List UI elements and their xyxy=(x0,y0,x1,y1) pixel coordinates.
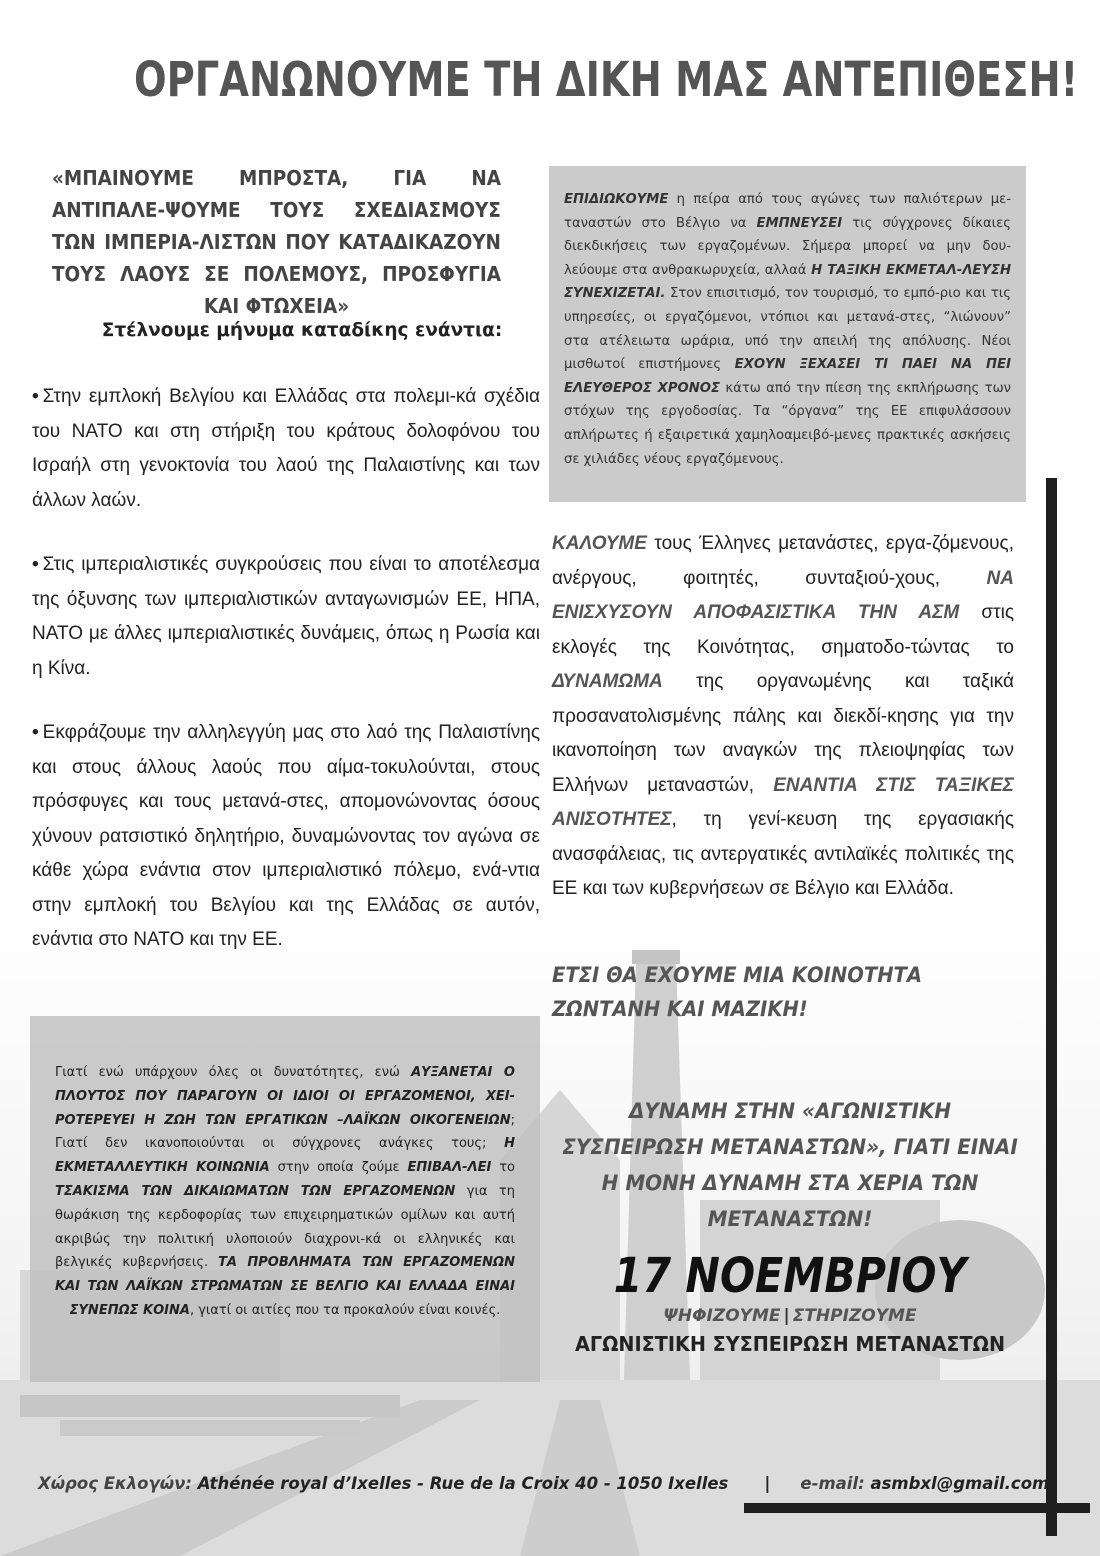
support-word: ΣΤΗΡΙΖΟΥΜΕ xyxy=(792,1306,917,1326)
decorative-vertical-bar xyxy=(1046,478,1057,1536)
bullet-text: Στην εμπλοκή Βελγίου και Ελλάδας στα πολεμι-κά σχέδια του ΝΑΤΟ και στη στήριξη του κράτους δολοφόνου του Ισραήλ στη γενοκτονία του λαού της Παλαιστίνης και των άλλων λαών. xyxy=(32,386,540,511)
bullet-icon: • xyxy=(32,722,39,743)
footer-separator: | xyxy=(764,1474,771,1493)
bullet-icon: • xyxy=(32,386,39,407)
email-label: e-mail: xyxy=(800,1474,865,1493)
venue-address: Athénée royal d’Ixelles - Rue de la Croix 40 - 1050 Ixelles xyxy=(197,1474,729,1493)
message-heading: Στέλνουμε μήνυμα καταδίκης ενάντια: xyxy=(101,320,503,341)
footer xyxy=(38,1474,1048,1500)
vote-line xyxy=(540,1306,1040,1326)
experience-text: ΕΠΙΔΙΩΚΟΥΜΕ η πείρα από τους αγώνες των παλιότερων με-ταναστών στο Βέλγιο να ΕΜΠΝΕΥΣΕΙ τις σύγχρονες δίκαιες διεκδικήσεις των εργαζομένων. Σήμερα μπορεί να μην δου-λεύουμε στα ανθρακωρυχεία, αλλαά Η ΤΑΞΙΚΗ ΕΚΜΕΤΑΛ-ΛΕΥΣΗ ΣΥΝΕΧΙΖΕΤΑΙ. Στον επισιτισμό, τον τουρισμό, το εμπό-ριο και τις υπηρεσίες, οι εργαζόμενοι, ντόπιοι και μετανά-στες, “λιώνουν” στα ατέλειωτα ωράρια, υπό την απειλή της απόλυσης. Νέοι μισθωτοί επιστήμονες ΕΧΟΥΝ ΞΕΧΑΣΕΙ ΤΙ ΠΑΕΙ ΝΑ ΠΕΙ ΕΛΕΥΘΕΡΟΣ ΧΡΟΝΟΣ κάτω από την πίεση της εκπλήρωσης των στόχων της εργοδοσίας. Τα “όργανα” της ΕΕ επιφυλάσσουν απλήρωτες ή εξαιρετικά χαμηλοαμειβό-μενες πρακτικές ασκήσεις σε χιλιάδες νέους εργαζόμενους. xyxy=(564,192,1012,467)
venue-label: Χώρος Εκλογών: xyxy=(38,1474,192,1493)
page-headline: ΟΡΓΑΝΩΝΟΥΜΕ ΤΗ ΔΙΚΗ ΜΑΣ ΑΝΤΕΠΙΘΕΣΗ! xyxy=(134,52,1079,108)
bullet-text: Εκφράζουμε την αλληλεγγύη μας στο λαό της Παλαιστίνης και στους άλλους λαούς που αίμα-τοκυλούνται, στους πρόσφυγες και τους μετανά-στες, απομονώνοντας όσους χύνουν ρατσιστικό δηλητήριο, δυναμώνοντας τον αγώνα σε κάθε χώρα ενάντια στον ιμπεριαλιστικό πόλεμο, ενά-ντια στην εμπλοκή του Βελγίου και της Ελλάδας σε αυτόν, ενάντια στο ΝΑΤΟ και την ΕΕ. xyxy=(32,722,540,950)
opening-quote: «ΜΠΑΙΝΟΥΜΕ ΜΠΡΟΣΤΑ, ΓΙΑ ΝΑ ΑΝΤΙΠΑΛΕ-ΨΟΥΜΕ ΤΟΥΣ ΣΧΕΔΙΑΣΜΟΥΣ ΤΩΝ ΙΜΠΕΡΙΑ-ΛΙΣΤΩΝ ΠΟΥ ΚΑΤΑΔΙΚΑΖΟΥΝ ΤΟΥΣ ΛΑΟΥΣ ΣΕ ΠΟΛΕΜΟΥΣ, ΠΡΟΣΦΥΓΙΑ ΚΑΙ ΦΤΩΧΕΙΑ» xyxy=(52,166,501,318)
why-text: Γιατί ενώ υπάρχουν όλες οι δυνατότητες, ενώ ΑΥΞΑΝΕΤΑΙ Ο ΠΛΟΥΤΟΣ ΠΟΥ ΠΑΡΑΓΟΥΝ ΟΙ ΙΔΙΟΙ ΟΙ ΕΡΓΑΖΟΜΕΝΟΙ, ΧΕΙ-ΡΟΤΕΡΕΥΕΙ Η ΖΩΗ ΤΩΝ ΕΡΓΑΤΙΚΩΝ –ΛΑΪΚΩΝ ΟΙΚΟΓΕΝΕΙΩΝ; Γιατί δεν ικανοποιούνται οι σύγχρονες ανάγκες τους; Η ΕΚΜΕΤΑΛΛΕΥΤΙΚΗ ΚΟΙΝΩΝΙΑ στην οποία ζούμε ΕΠΙΒΑΛ-ΛΕΙ το ΤΣΑΚΙΣΜΑ ΤΩΝ ΔΙΚΑΙΩΜΑΤΩΝ ΤΩΝ ΕΡΓΑΖΟΜΕΝΩΝ για τη θωράκιση της κερδοφορίας των επιχειρηματικών ομίλων και αυτή ακριβώς την πολιτική υλοποιούν διαχρονι-κά οι ελληνικές και βελγικές κυβερνήσεις. ΤΑ ΠΡΟΒΛΗΜΑΤΑ ΤΩΝ ΕΡΓΑΖΟΜΕΝΩΝ ΚΑΙ ΤΩΝ ΛΑΪΚΩΝ ΣΤΡΩΜΑΤΩΝ ΣΕ ΒΕΛΓΙΟ ΚΑΙ ΕΛΛΑΔΑ ΕΙΝΑΙ ΣΥΝΕΠΩΣ ΚΟΙΝΑ, γιατί οι αιτίες που τα προκαλούν είναι κοινές. xyxy=(55,1065,515,1318)
bullet-item xyxy=(32,548,540,686)
vote-call: ΔΥΝΑΜΗ ΣΤΗΝ «ΑΓΩΝΙΣΤΙΚΗ ΣΥΣΠΕΙΡΩΣΗ ΜΕΤΑΝΑΣΤΩΝ», ΓΙΑΤΙ ΕΙΝΑΙ Η ΜΟΝΗ ΔΥΝΑΜΗ ΣΤΑ ΧΕΡΙΑ ΤΩΝ ΜΕΤΑΝΑΣΤΩΝ! xyxy=(562,1099,1018,1231)
experience-box xyxy=(549,166,1026,502)
community-slogan: ΕΤΣΙ ΘΑ ΕΧΟΥΜΕ ΜΙΑ ΚΟΙΝΟΤΗΤΑ ΖΩΝΤΑΝΗ ΚΑΙ ΜΑΖΙΚΗ! xyxy=(552,963,922,1021)
election-date: 17 ΝΟΕΜΒΡΙΟΥ xyxy=(613,1248,967,1304)
bullet-item xyxy=(32,716,540,958)
decorative-horizontal-bar xyxy=(744,1503,1090,1513)
bullet-item xyxy=(32,380,540,518)
organization-name: ΑΓΩΝΙΣΤΙΚΗ ΣΥΣΠΕΙΡΩΣΗ ΜΕΤΑΝΑΣΤΩΝ xyxy=(574,1332,1006,1356)
email-address[interactable]: asmbxl@gmail.com xyxy=(870,1474,1050,1493)
why-box xyxy=(30,1016,540,1382)
bullet-text: Στις ιμπεριαλιστικές συγκρούσεις που είναι το αποτέλεσμα της όξυνσης των ιμπεριαλιστικών ανταγωνισμών ΕΕ, ΗΠΑ, ΝΑΤΟ με άλλες ιμπεριαλιστικές δυνάμεις, όπως η Ρωσία και η Κίνα. xyxy=(32,554,540,679)
vote-separator: | xyxy=(783,1306,790,1326)
bullet-icon: • xyxy=(32,554,39,575)
vote-word: ΨΗΦΙΖΟΥΜΕ xyxy=(663,1306,781,1326)
call-paragraph: ΚΑΛΟΥΜΕ τους Έλληνες μετανάστες, εργα-ζόμενους, ανέργους, φοιτητές, συνταξιού-χους, ΝΑ ΕΝΙΣΧΥΣΟΥΝ ΑΠΟΦΑΣΙΣΤΙΚΑ ΤΗΝ ΑΣΜ στις εκλογές της Κοινότητας, σηματοδο-τώντας το ΔΥΝΑΜΩΜΑ της οργανωμένης και ταξικά προσανατολισμένης πάλης και διεκδί-κησης για την ικανοποίηση των αναγκών της πλειοψηφίας των Ελλήνων μεταναστών, ΕΝΑΝΤΙΑ ΣΤΙΣ ΤΑΞΙΚΕΣ ΑΝΙΣΟΤΗΤΕΣ, τη γενί-κευση της εργασιακής ανασφάλειας, τις αντεργατικές αντιλαϊκές πολιτικές της ΕΕ και των κυβερνήσεων σε Βέλγιο και Ελλάδα. xyxy=(552,533,1015,899)
